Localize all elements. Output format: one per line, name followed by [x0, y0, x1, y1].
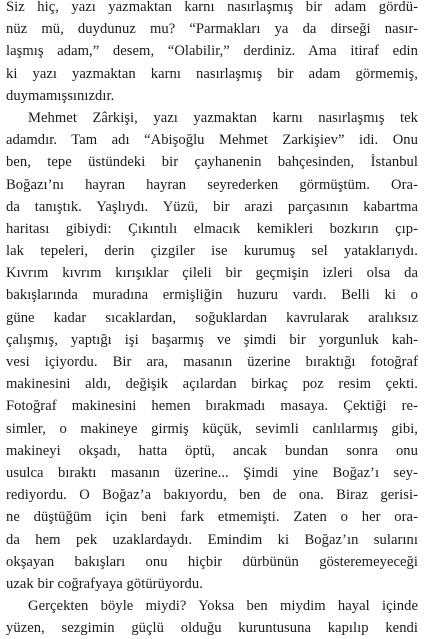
text-line: okşayan bakışları onu hiçbir dürbünün gösteremeyeceği — [6, 553, 418, 570]
text-line: makineyi okşadı, hatta öptü, ancak bundan sonra onu — [6, 442, 418, 459]
text-line: duymamışsınızdır. — [6, 87, 115, 104]
text-line: usulca bıraktı masanın üzerine... Şimdi yine Boğaz’ı sey- — [6, 464, 418, 481]
text-line: haritası gibiydi: Çıkıntılı elmacık kemikleri bozkırın çıp- — [6, 220, 418, 237]
text-line: Kıvrım kıvrım kırışıklar çileli bir geçmişin izleri olsa da — [6, 265, 418, 282]
paragraph — [6, 107, 418, 595]
text-line: nüz mü, duydunuz mu? “Parmakları ya da dirseği nasır- — [6, 21, 418, 38]
text-line: güne kadar sıcaklardan, soğuklardan kavrularak aralıksız — [6, 309, 418, 326]
text-line: Siz hiç, yazı yazmaktan karnı nasırlaşmış bir adam gördü- — [6, 0, 418, 15]
text-line: da tanıştık. Yaşlıydı. Yüzü, bir arazi parçasının kabartma — [6, 198, 418, 215]
text-line: Fotoğraf makinesini hemen bırakmadı masaya. Çektiği re- — [6, 398, 418, 415]
text-line: Boğazı’nı hayran hayran seyrederken görmüştüm. Ora- — [6, 176, 418, 193]
text-line: Gerçekten böyle miydi? Yoksa ben miydim hayal içinde — [28, 598, 418, 615]
text-line: çalışmış, yaptığı işi başarmış ve şimdi bir yorgunluk kah- — [6, 331, 418, 348]
text-line: bakışlarında muradına ermişliğin huzuru vardı. Belli ki o — [6, 287, 418, 304]
text-line: ki yazı yazmaktan karnı nasırlaşmış bir adam görmemiş, — [6, 65, 418, 82]
paragraph — [6, 0, 418, 107]
text-line: uzak bir coğrafyaya götürüyordu. — [6, 575, 203, 592]
text-line: ne düştüğüm için beni fark etmemişti. Zaten o her ora- — [6, 509, 418, 526]
text-line: Mehmet Zârkişi, yazı yazmaktan karnı nasırlaşmış tek — [28, 109, 418, 126]
text-line: adamdır. Tam adı “Abişoğlu Mehmet Zarkişiev” idi. Onu — [6, 132, 418, 149]
text-line: ben, tepe üstündeki bir çayhanenin bahçesinden, İstanbul — [6, 154, 418, 171]
text-line: rediyordu. O Boğaz’a bakıyordu, ben de ona. Biraz gerisi- — [6, 487, 418, 504]
text-line: laşmış adam,” desem, “Olabilir,” derdiniz. Ama itiraf edin — [6, 43, 418, 60]
text-line: vesi içiyordu. Bir ara, masanın üzerine bıraktığı fotoğraf — [6, 354, 418, 370]
body-text — [6, 0, 418, 639]
text-line: makinesini aldı, değişik açılardan birkaç poz resim çekti. — [6, 376, 418, 393]
text-line: yüzen, sezgimin güçlü olduğu kuruntusuna kapılıp kendi — [6, 620, 418, 637]
paragraph — [6, 595, 418, 639]
text-line: lak tepeleri, derin çizgiler ise kurumuş sel yataklarıydı. — [6, 243, 418, 260]
text-line: da hem pek uzaklardaydı. Emindim ki Boğaz’ın sularını — [6, 531, 418, 548]
text-line: simler, o makineye girmiş küçük, sevimli canlılarmış gibi, — [6, 420, 418, 437]
